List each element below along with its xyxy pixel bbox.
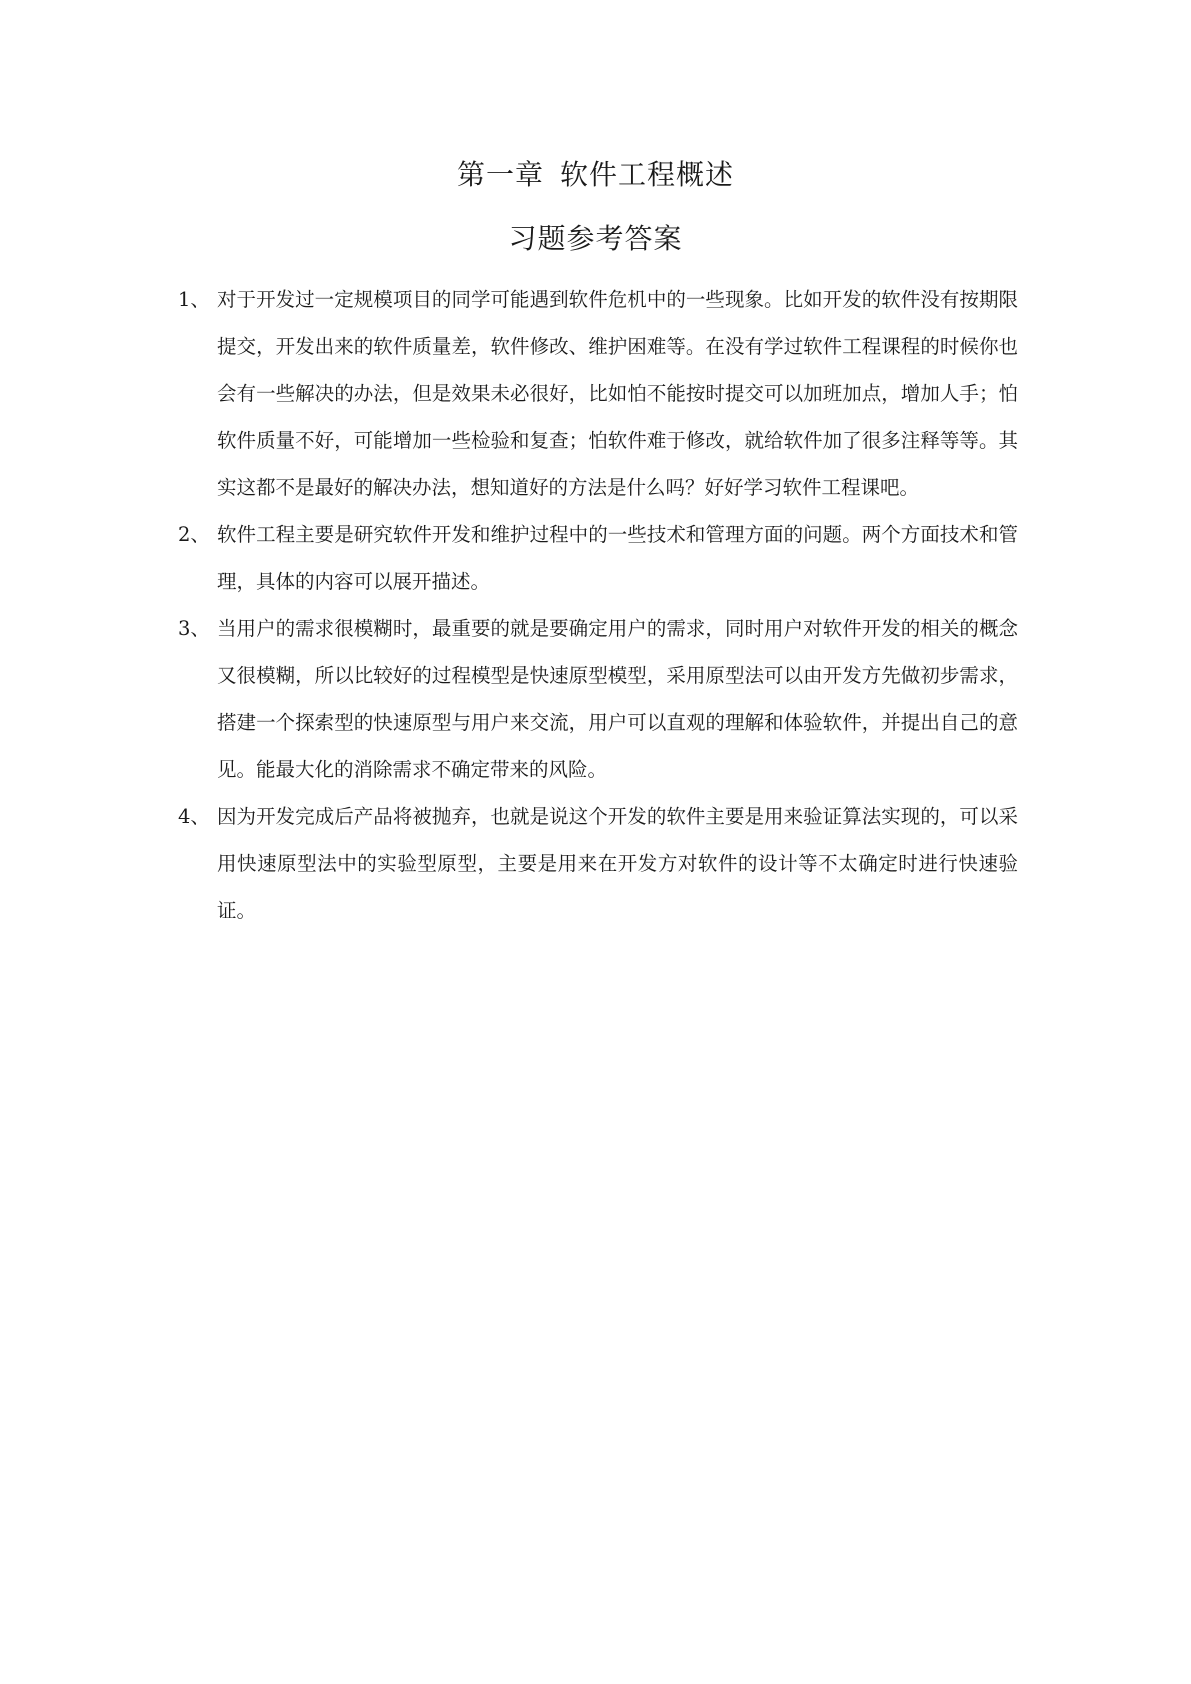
answer-text: 软件工程主要是研究软件开发和维护过程中的一些技术和管理方面的问题。两个方面技术和管理，具体的内容可以展开描述。 [217,523,1018,593]
answer-text: 当用户的需求很模糊时，最重要的就是要确定用户的需求，同时用户对软件开发的相关的概念又很模糊，所以比较好的过程模型是快速原型模型，采用原型法可以由开发方先做初步需求，搭建一个探索型的快速原型与用户来交流，用户可以直观的理解和体验软件，并提出自己的意见。能最大化的消除需求不确定带来的风险。 [217,617,1018,781]
answer-number: 4、 [178,805,210,828]
chapter-number: 第一章 [456,158,544,191]
chapter-title [0,155,1191,195]
answer-item-1 [178,276,1018,511]
answer-list [178,276,1018,934]
document-subtitle: 习题参考答案 [508,222,683,255]
answer-item-2 [178,511,1018,605]
answer-text: 因为开发完成后产品将被抛弃，也就是说这个开发的软件主要是用来验证算法实现的，可以采用快速原型法中的实验型原型，主要是用来在开发方对软件的设计等不太确定时进行快速验证。 [217,805,1018,922]
answer-number: 2、 [178,523,210,546]
answer-text: 对于开发过一定规模项目的同学可能遇到软件危机中的一些现象。比如开发的软件没有按期限提交，开发出来的软件质量差，软件修改、维护困难等。在没有学过软件工程课程的时候你也会有一些解决的办法，但是效果未必很好，比如怕不能按时提交可以加班加点，增加人手；怕软件质量不好，可能增加一些检验和复查；怕软件难于修改，就给软件加了很多注释等等。其实这都不是最好的解决办法，想知道好的方法是什么吗？好好学习软件工程课吧。 [217,288,1018,499]
chapter-name: 软件工程概述 [560,158,735,191]
answer-number: 1、 [178,288,210,311]
answer-number: 3、 [178,617,210,640]
answer-item-3 [178,605,1018,793]
answer-item-4 [178,793,1018,934]
